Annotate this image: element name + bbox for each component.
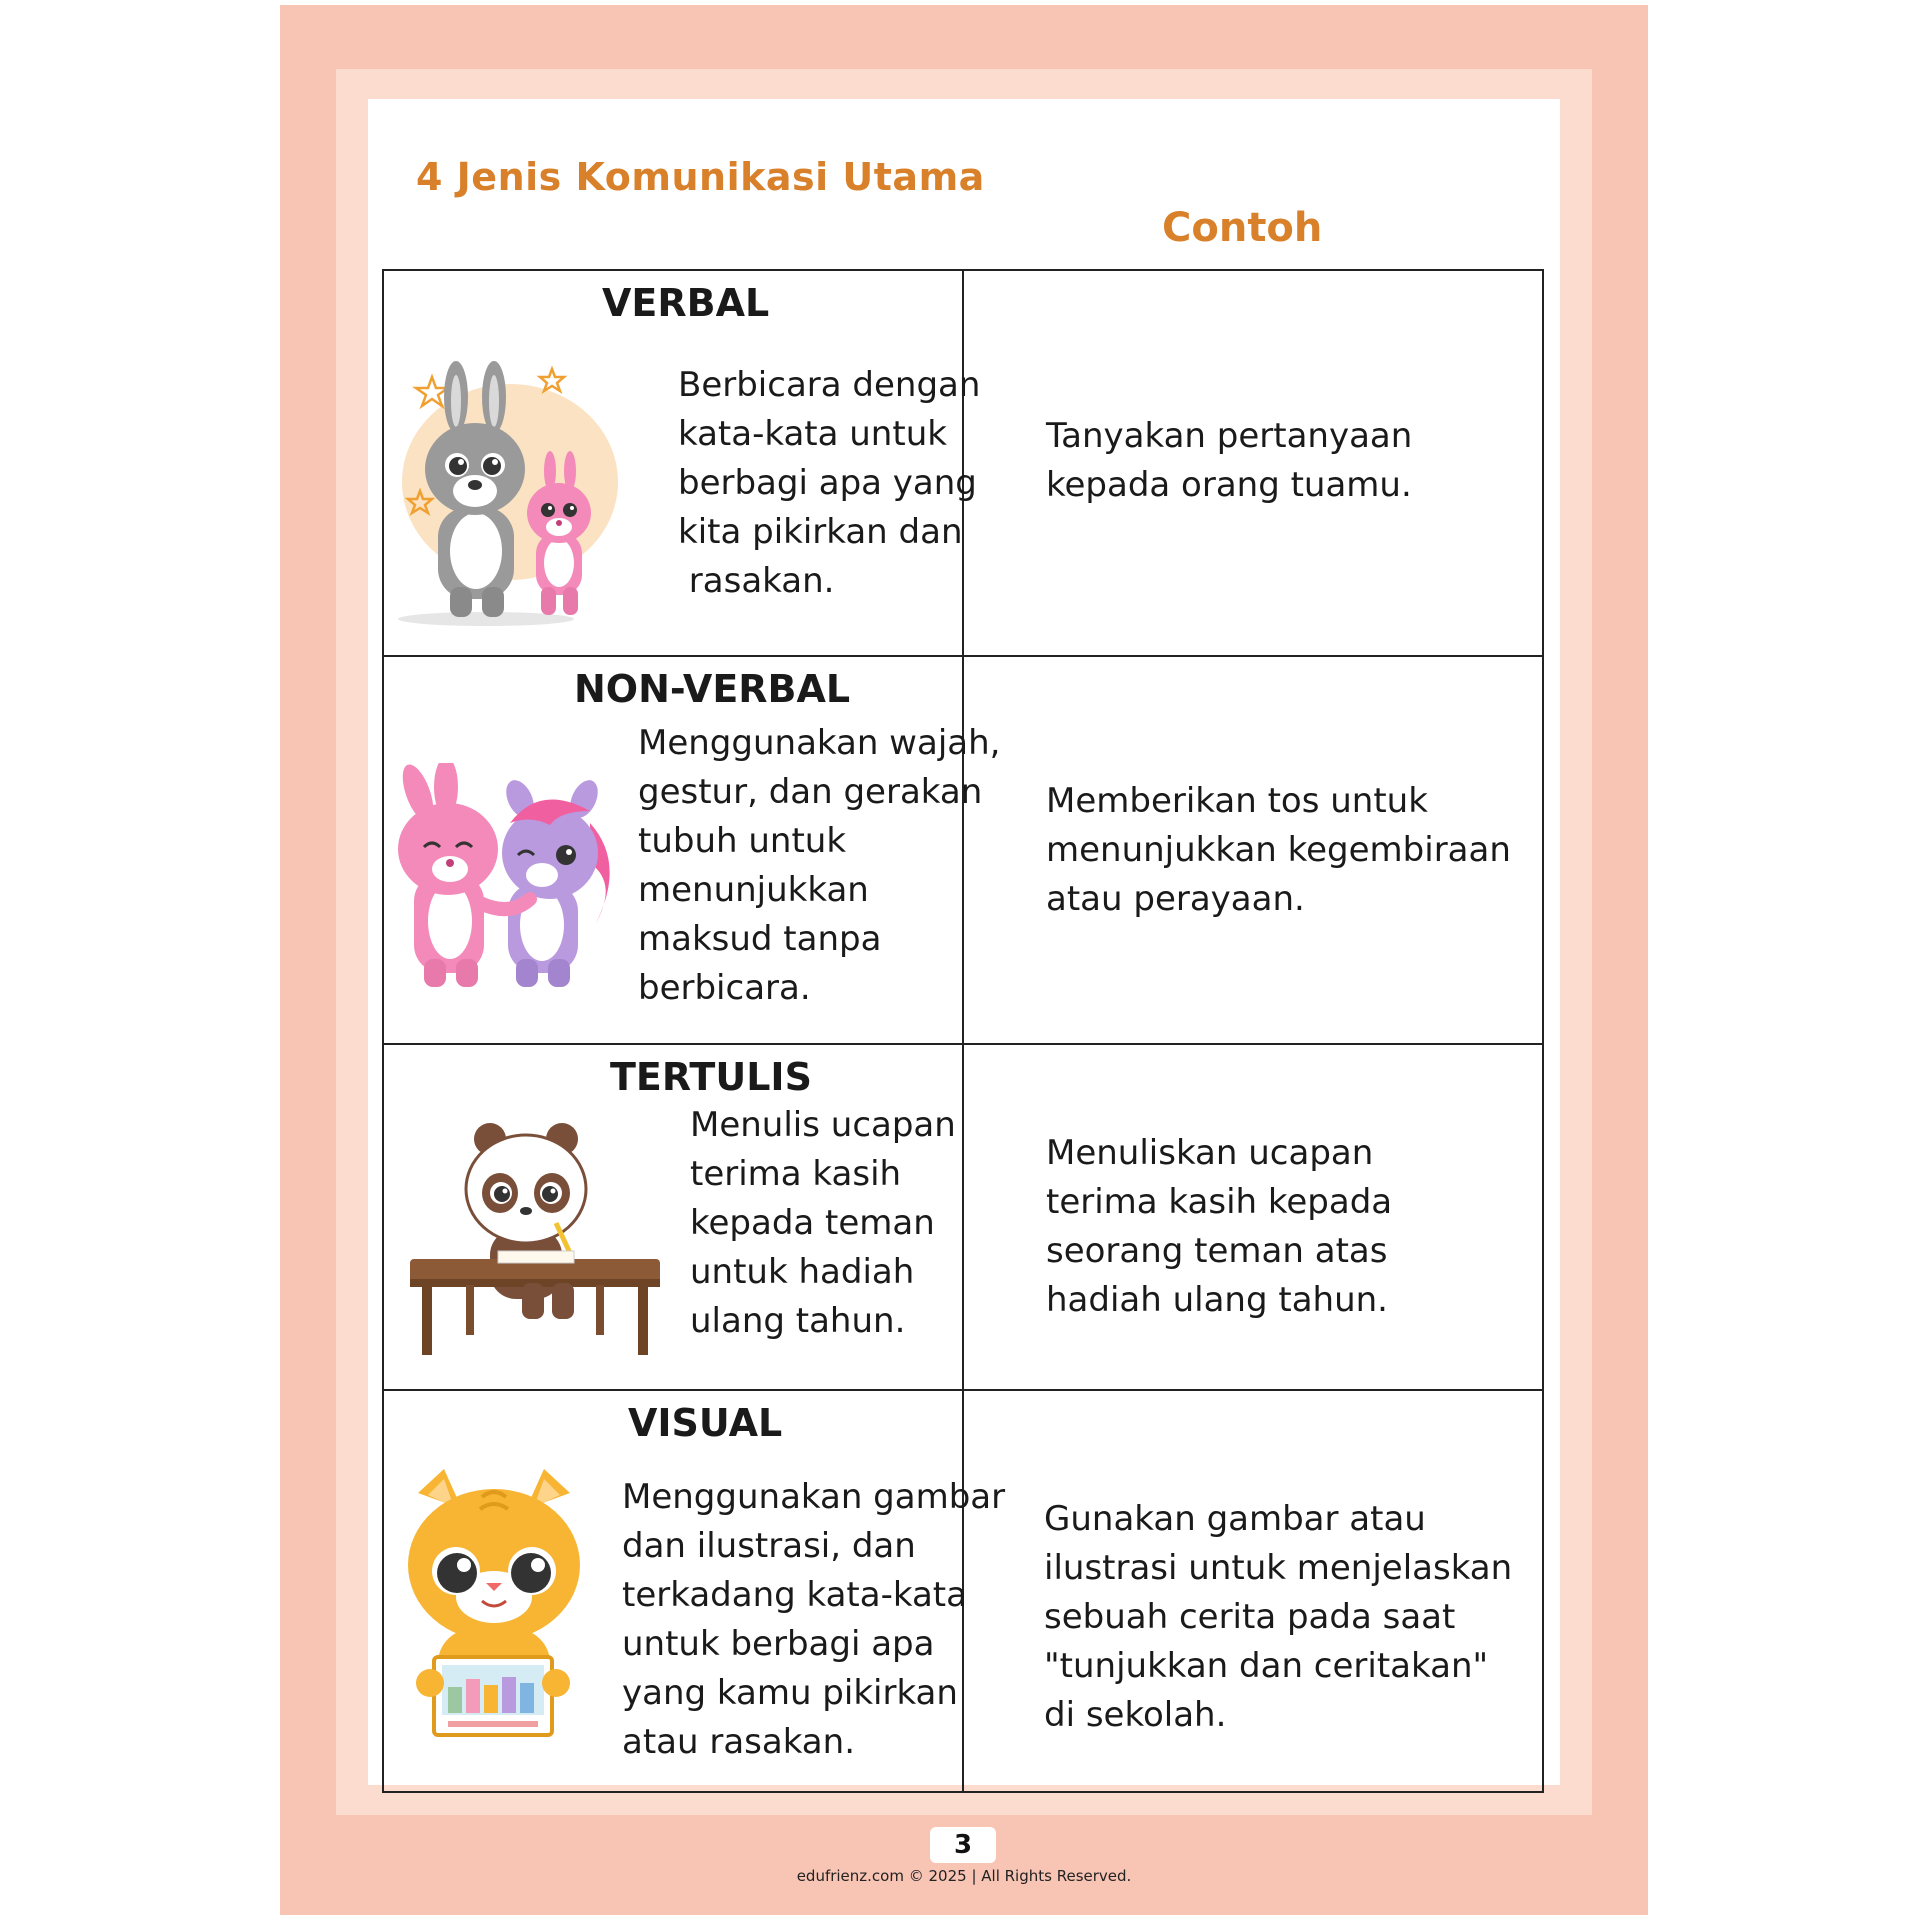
type-cell-non-verbal	[383, 656, 1001, 1044]
type-cell-visual	[383, 1390, 1006, 1792]
table-row-visual	[383, 1390, 1543, 1792]
type-description-tertulis: Menulis ucapan terima kasih kepada teman untuk hadiah ulang tahun.	[690, 1105, 956, 1341]
type-name-visual: VISUAL	[628, 1401, 783, 1445]
page-number: 3	[930, 1827, 996, 1863]
example-text-tertulis: Menuliskan ucapan terima kasih kepada seorang teman atas hadiah ulang tahun.	[1046, 1133, 1393, 1320]
type-cell-verbal	[383, 270, 981, 656]
worksheet-title: 4 Jenis Komunikasi Utama	[416, 155, 985, 199]
worksheet-page	[280, 5, 1648, 1915]
type-description-visual: Menggunakan gambar dan ilustrasi, dan terkadang kata-kata untuk berbagi apa yang kamu pikirkan atau rasakan.	[622, 1477, 1006, 1762]
type-cell-tertulis	[383, 1044, 963, 1390]
type-description-non-verbal: Menggunakan wajah, gestur, dan gerakan tubuh untuk menunjukkan maksud tanpa berbicara.	[638, 723, 1001, 1008]
bunny-pair-illustration	[398, 357, 638, 627]
panda-writing-illustration	[406, 1119, 662, 1359]
example-text-non-verbal: Memberikan tos untuk menunjukkan kegembiraan atau perayaan.	[1046, 781, 1511, 919]
table-row-verbal	[383, 270, 1543, 656]
example-text-visual: Gunakan gambar atau ilustrasi untuk menjelaskan sebuah cerita pada saat "tunjukkan dan ceritakan" di sekolah.	[1044, 1499, 1513, 1735]
example-column-heading: Contoh	[1162, 205, 1323, 251]
footer-copyright: edufrienz.com © 2025 | All Rights Reserved.	[796, 1867, 1132, 1885]
example-text-verbal: Tanyakan pertanyaan kepada orang tuamu.	[1046, 416, 1413, 505]
example-cell-visual	[963, 1390, 1543, 1792]
table-row-non-verbal	[383, 656, 1543, 1044]
example-cell-verbal	[963, 270, 1543, 656]
example-cell-tertulis	[963, 1044, 1543, 1390]
table-row-tertulis	[383, 1044, 1543, 1390]
type-name-verbal: VERBAL	[602, 281, 770, 325]
type-description-verbal: Berbicara dengan kata-kata untuk berbagi apa yang kita pikirkan dan rasakan.	[678, 365, 981, 601]
worksheet-paper	[368, 99, 1560, 1785]
page-border	[336, 69, 1592, 1815]
example-cell-non-verbal	[963, 656, 1543, 1044]
communication-types-table	[382, 269, 1544, 1793]
cat-holding-picture-illustration	[404, 1469, 584, 1749]
type-name-non-verbal: NON-VERBAL	[574, 667, 851, 711]
type-name-tertulis: TERTULIS	[610, 1055, 812, 1099]
hugging-friends-illustration	[390, 763, 626, 993]
